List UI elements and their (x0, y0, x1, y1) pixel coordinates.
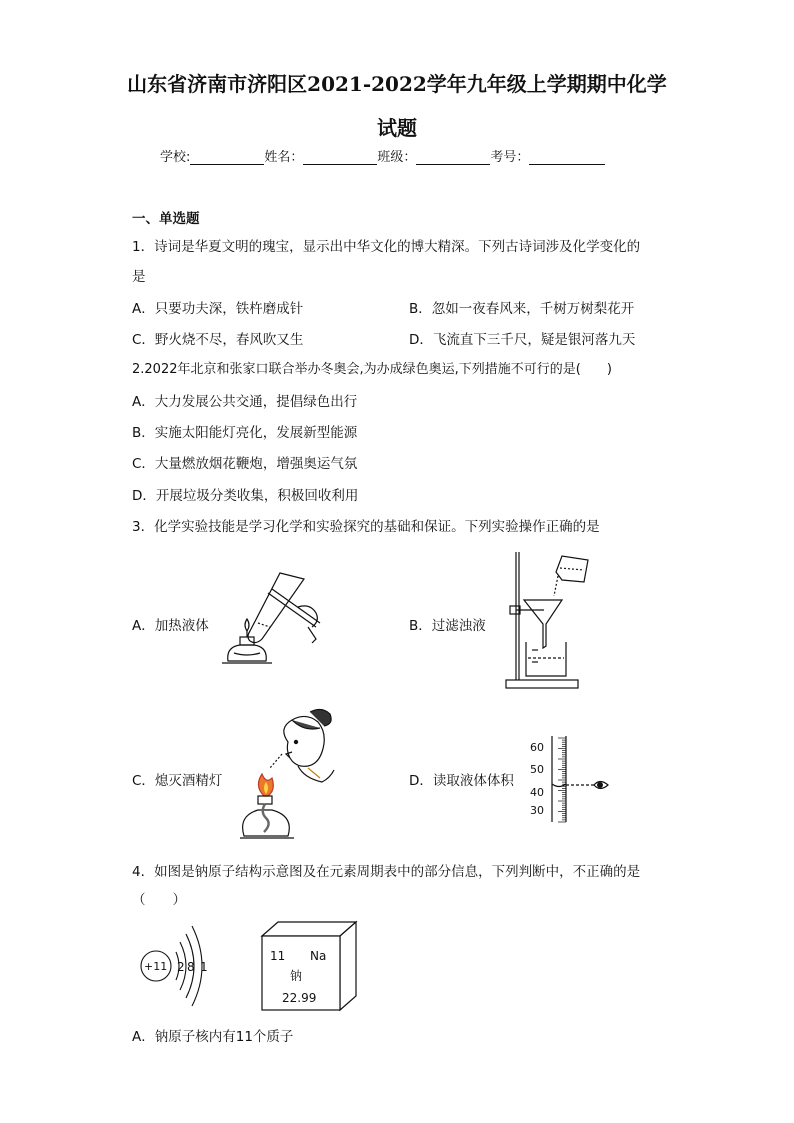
class-label: 班级： (377, 150, 417, 165)
q4-option-a: A．钠原子核内有11个质子 (132, 1029, 294, 1045)
page-title-line2: 试题 (377, 116, 417, 140)
q1-option-a: A．只要功夫深，铁杵磨成针 (132, 301, 304, 317)
q3-option-c: C．熄灭酒精灯 (132, 773, 223, 789)
element-name: 钠 (290, 969, 303, 983)
scale-label-40: 40 (530, 786, 544, 799)
extinguish-lamp-figure (238, 706, 338, 848)
class-blank (416, 150, 490, 165)
q2-option-c: C．大量燃放烟花鞭炮，增强奥运气氛 (132, 456, 358, 472)
shell-electrons-3: 1 (200, 960, 208, 974)
periodic-table-cell (258, 918, 360, 1012)
heating-liquid-figure (212, 567, 324, 675)
nucleus-charge: +11 (144, 960, 168, 973)
atomic-number: 11 (270, 949, 286, 963)
section-heading: 一、单选题 (132, 211, 200, 227)
student-info-line (160, 146, 605, 165)
q1-option-c: C．野火烧不尽，春风吹又生 (132, 332, 304, 348)
q1-stem-cont: 是 (132, 269, 146, 285)
scale-label-60: 60 (530, 741, 544, 754)
reading-volume-figure (530, 736, 620, 824)
page-title: 山东省济南市济阳区2021-2022学年九年级上学期期中化学 (127, 72, 667, 96)
q2-option-b: B．实施太阳能灯亮化，发展新型能源 (132, 425, 358, 441)
q2-option-a: A．大力发展公共交通，提倡绿色出行 (132, 394, 358, 410)
school-label: 学校: (160, 150, 191, 165)
scale-label-50: 50 (530, 763, 544, 776)
atomic-mass: 22.99 (282, 991, 317, 1005)
q1-option-d: D．飞流直下三千尺，疑是银河落九天 (409, 332, 636, 348)
q2-option-d: D．开展垃圾分类收集，积极回收利用 (132, 488, 359, 504)
shell-electrons-2: 8 (187, 960, 195, 974)
shell-electrons-1: 2 (177, 960, 185, 974)
q4-stem: 4．如图是钠原子结构示意图及在元素周期表中的部分信息，下列判断中，不正确的是 (132, 864, 641, 880)
name-blank (303, 150, 377, 165)
filtration-figure (500, 550, 600, 692)
q1-option-b: B．忽如一夜春风来，千树万树梨花开 (409, 301, 635, 317)
name-label: 姓名： (264, 150, 304, 165)
sodium-atom-diagram (136, 918, 236, 1016)
q1-stem: 1．诗词是华夏文明的瑰宝，显示出中华文化的博大精深。下列古诗词涉及化学变化的 (132, 239, 641, 255)
q3-option-d: D．读取液体体积 (409, 773, 514, 789)
q3-stem: 3．化学实验技能是学习化学和实验探究的基础和保证。下列实验操作正确的是 (132, 519, 600, 535)
q3-option-a: A．加热液体 (132, 618, 209, 634)
q4-stem-cont: （ ） (132, 892, 186, 908)
school-blank (190, 150, 264, 165)
element-symbol: Na (310, 949, 327, 963)
q2-stem: 2.2022年北京和张家口联合举办冬奥会,为办成绿色奥运,下列措施不可行的是( ) (132, 362, 612, 377)
exam-no-label: 考号： (490, 150, 530, 165)
exam-no-blank (529, 150, 605, 165)
q3-option-b: B．过滤浊液 (409, 618, 486, 634)
scale-label-30: 30 (530, 804, 544, 817)
